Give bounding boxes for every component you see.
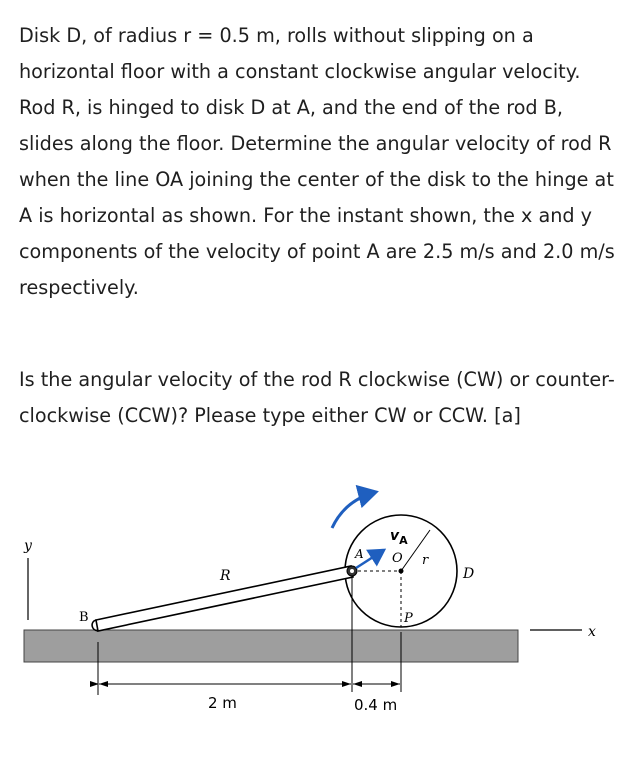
mechanism-figure: [0, 470, 631, 758]
problem-statement: [19, 18, 619, 306]
label-r: R: [220, 568, 231, 584]
label-d: D: [463, 566, 475, 582]
label-o: O: [392, 551, 403, 566]
question: [19, 362, 619, 434]
label-b: B: [79, 610, 89, 625]
question-text: Is the angular velocity of the rod R clockwise (CW) or counter-clockwise (CCW)? Please type either CW or CCW. [a]: [19, 368, 615, 427]
radius-label: r: [422, 553, 429, 568]
hinge-a-pin: [350, 569, 354, 573]
x-axis-label: x: [588, 624, 596, 640]
problem-statement-text: Disk D, of radius r = 0.5 m, rolls without slipping on a horizontal floor with a constant clockwise angular velocity. Rod R, is hinged to disk D at A, and the end of the rod B, slides along the floor. Determine the angular velocity of rod R when the line OA joining the center of the disk to the hinge at A is horizontal as shown. For the instant shown, the x and y components of the velocity of point A are 2.5 m/s and 2.0 m/s respectively.: [19, 24, 615, 299]
velocity-label: $v_A$: [390, 528, 408, 547]
angular-velocity-arrow: [332, 492, 376, 528]
label-a: A: [355, 547, 364, 561]
center-point-o: [399, 569, 404, 574]
dim-rod-span: 2 m: [208, 694, 237, 712]
dim-hinge-offset: 0.4 m: [354, 696, 398, 714]
label-p: P: [404, 611, 413, 626]
y-axis-label: y: [24, 538, 32, 554]
